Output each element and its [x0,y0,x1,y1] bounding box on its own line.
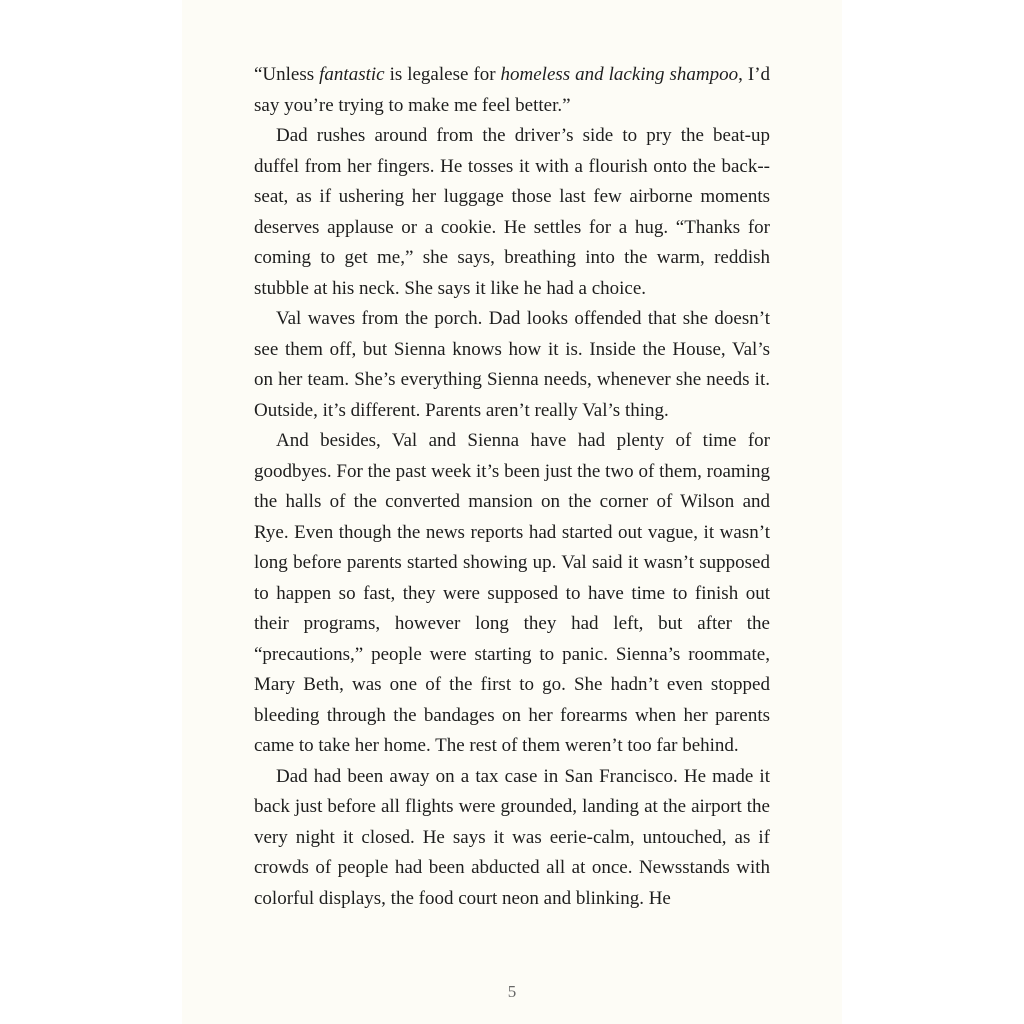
paragraph-2 [254,121,770,304]
paragraph-5-text: Dad had been away on a tax case in San Francisco. He made it back just before all flights were grounded, landing at the airport the very night it closed. He says it was eerie-calm, untouched, as if crowds of people had been abducted all at once. Newsstands with colorful displays, the food court neon and blinking. He [254,765,770,909]
paragraph-3-text: Val waves from the porch. Dad looks offended that she doesn’t see them off, but Sienna knows how it is. Inside the House, Val’s on her team. She’s everything Sienna needs, whenever she needs it. Outside, it’s different. Parents aren’t really Val’s thing. [254,308,770,421]
paragraph-1 [254,60,770,121]
book-page [182,0,842,1024]
paragraph-1-italic-homeless: homeless and lacking shampoo [500,64,739,85]
paragraph-4 [254,426,770,762]
paragraph-3 [254,304,770,426]
paragraph-1-segment-5: , I’d say you’re trying to make me feel better.” [254,64,771,116]
paragraph-1-segment-1: “Unless [254,64,320,85]
paragraph-1-italic-fantastic: fantastic [319,64,385,85]
paragraph-2-text: Dad rushes around from the driver’s side to pry the beat-up duffel from her fingers. He tosses it with a flourish onto the back-seat, as if ushering her luggage those last few airborne moments deserves applause or a cookie. He settles for a hug. “Thanks for coming to get me,” she says, breathing into the warm, reddish stubble at his neck. She says it like he had a choice. [254,125,770,299]
paragraph-1-segment-3: is legalese for [384,64,501,85]
paragraph-4-text: And besides, Val and Sienna have had plenty of time for goodbyes. For the past week it’s been just the two of them, roaming the halls of the converted mansion on the corner of Wilson and Rye. Even though the news reports had started out vague, it wasn’t long before parents started showing up. Val said it wasn’t supposed to happen so fast, they were supposed to have time to finish out their programs, however long they had left, but after the “precautions,” people were starting to panic. Sienna’s roommate, Mary Beth, was one of the first to go. She hadn’t even stopped bleeding through the bandages on her forearms when her parents came to take her home. The rest of them weren’t too far behind. [254,430,770,756]
body-text [254,60,770,914]
paragraph-5 [254,762,770,915]
page-number: 5 [507,982,517,1001]
